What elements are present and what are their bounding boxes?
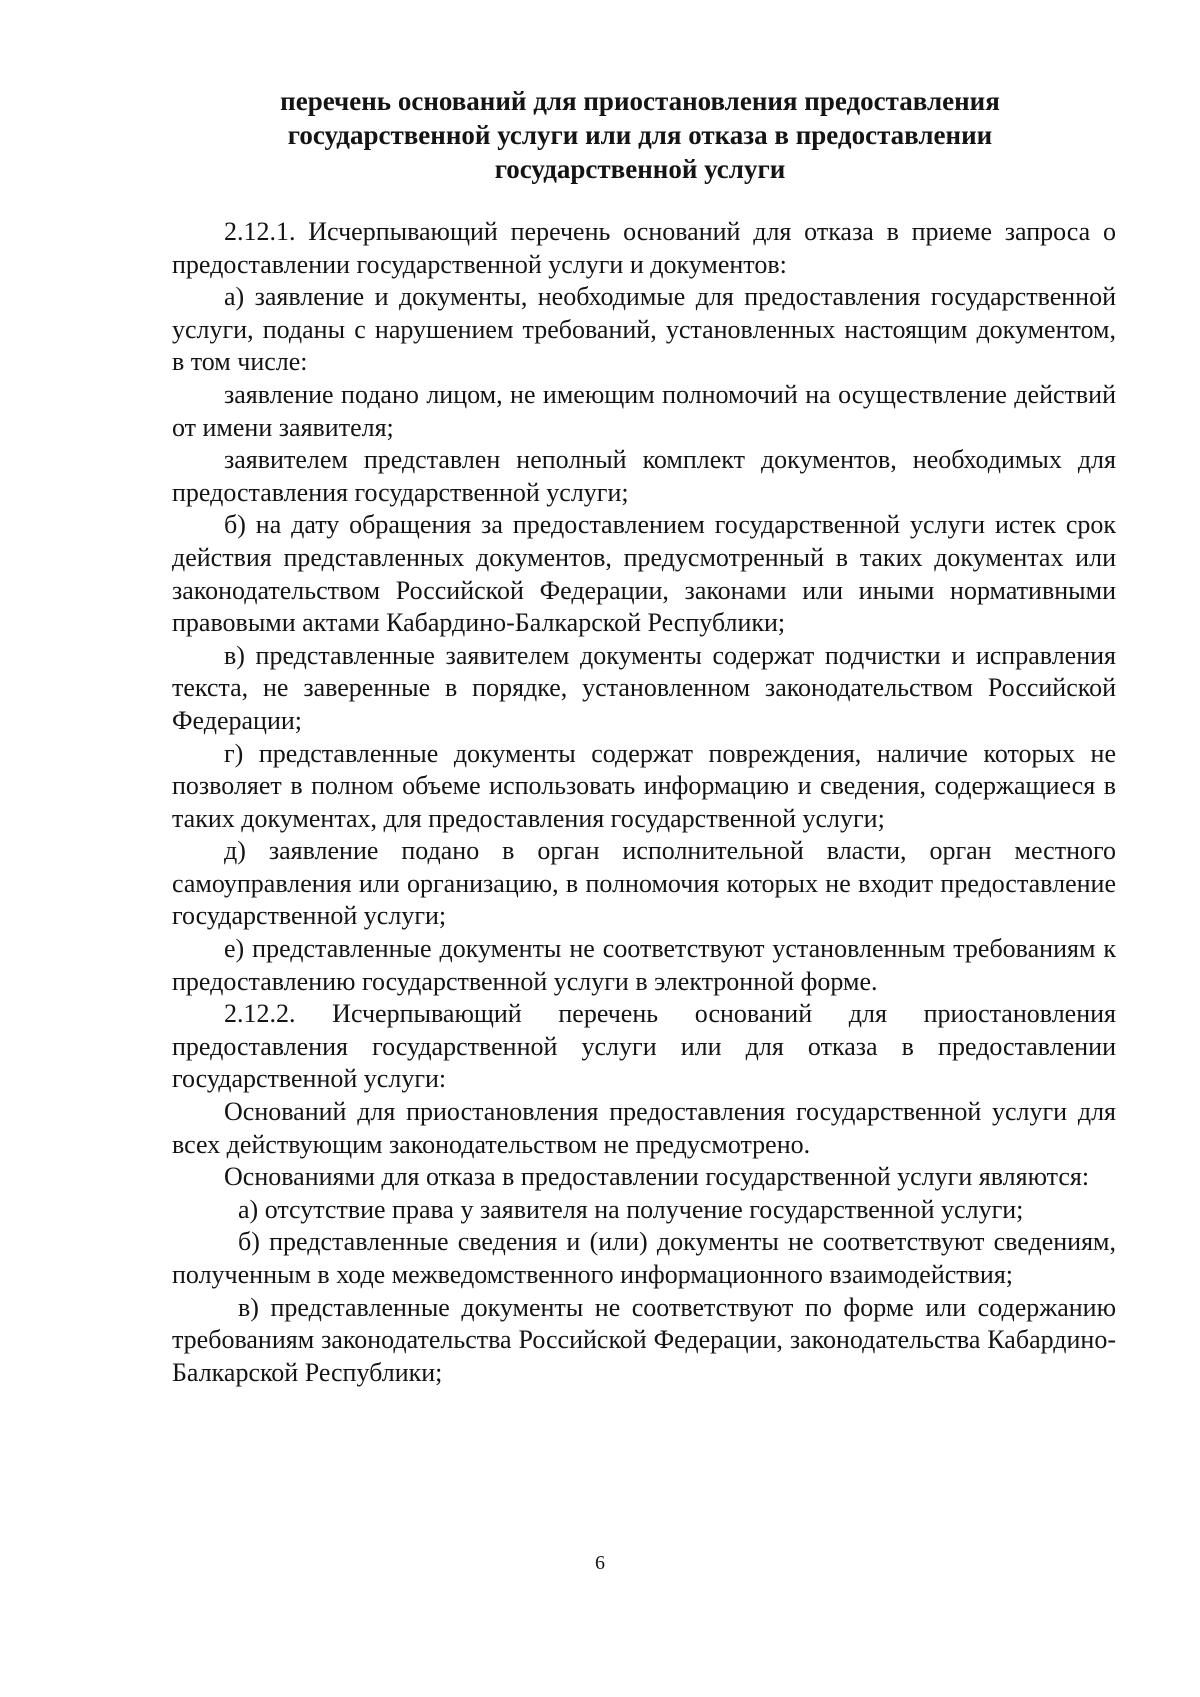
page-number: 6 [595,1552,605,1574]
paragraph-2-12-2: 2.12.2. Исчерпывающий перечень оснований для приостановления предоставления государственной услуги или для отказа в предоставлении государственной услуги: [172,999,1116,1094]
heading-line: перечень оснований для приостановления предоставления [280,86,1000,116]
paragraph-refusal-a: а) отсутствие права у заявителя на получение государственной услуги; [238,1194,1024,1224]
document-body [172,216,1116,1389]
paragraph-item-g: г) представленные документы содержат повреждения, наличие которых не позволяет в полном объеме использовать информацию и сведения, содержащиеся в таких документах, для предоставления государственной услуги; [172,738,1116,833]
heading-line: государственной услуги или для отказа в предоставлении [287,120,993,150]
paragraph-refusal-grounds: Основаниями для отказа в предоставлении государственной услуги являются: [224,1162,1090,1192]
section-heading [170,84,1110,186]
paragraph-refusal-v: в) представленные документы не соответствуют по форме или содержанию требованиям законодательства Российской Федерации, законодательства Кабардино-Балкарской Республики; [172,1292,1116,1387]
paragraph-item-a: а) заявление и документы, необходимые для предоставления государственной услуги, поданы с нарушением требований, установленных настоящим документом, в том числе: [172,282,1116,377]
paragraph-item-v: в) представленные заявителем документы содержат подчистки и исправления текста, не заверенные в порядке, установленном законодательством Российской Федерации; [172,640,1116,735]
heading-line: государственной услуги [494,154,786,184]
paragraph-item-b: б) на дату обращения за предоставлением государственной услуги истек срок действия представленных документов, предусмотренный в таких документах или законодательством Российской Федерации, законами или иными нормативными правовыми актами Кабардино-Балкарской Республики; [172,510,1116,638]
paragraph-subitem: заявителем представлен неполный комплект документов, необходимых для предоставления государственной услуги; [172,445,1116,507]
paragraph-subitem: заявление подано лицом, не имеющим полномочий на осуществление действий от имени заявителя; [172,379,1116,442]
paragraph-2-12-1: 2.12.1. Исчерпывающий перечень оснований для отказа в приеме запроса о предоставлении государственной услуги и документов: [172,217,1116,279]
paragraph-refusal-b: б) представленные сведения и (или) документы не соответствуют сведениям, полученным в ходе межведомственного информационного взаимодействия; [172,1227,1116,1289]
paragraph-no-suspension: Оснований для приостановления предоставления государственной услуги для всех действующим законодательством не предусмотрено. [172,1097,1116,1159]
paragraph-item-e: е) представленные документы не соответствуют установленным требованиям к предоставлению государственной услуги в электронной форме. [172,934,1116,996]
paragraph-item-d: д) заявление подано в орган исполнительной власти, орган местного самоуправления или организацию, в полномочия которых не входит предоставление государственной услуги; [172,836,1116,931]
